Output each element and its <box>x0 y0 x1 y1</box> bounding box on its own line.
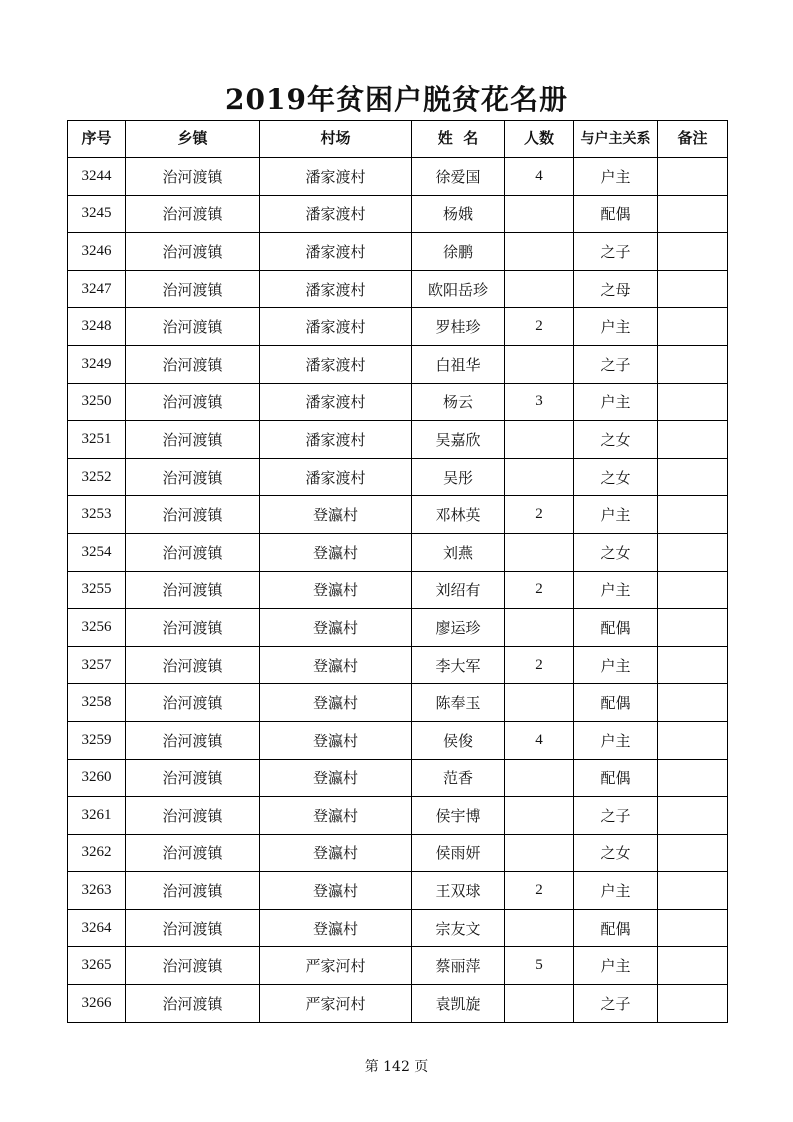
town-cell: 治河渡镇 <box>126 158 260 196</box>
name-cell: 侯俊 <box>412 721 505 759</box>
count-cell <box>505 458 574 496</box>
village-cell: 潘家渡村 <box>260 458 412 496</box>
town-cell: 治河渡镇 <box>126 458 260 496</box>
table-row <box>68 721 728 759</box>
town-cell: 治河渡镇 <box>126 947 260 985</box>
header-name: 姓 名 <box>412 121 505 158</box>
table-row <box>68 609 728 647</box>
table-body <box>68 158 728 1023</box>
remark-cell <box>658 233 728 271</box>
village-cell: 潘家渡村 <box>260 383 412 421</box>
town-cell: 治河渡镇 <box>126 571 260 609</box>
seq-cell: 3257 <box>68 646 126 684</box>
village-cell: 登瀛村 <box>260 533 412 571</box>
remark-cell <box>658 345 728 383</box>
remark-cell <box>658 797 728 835</box>
count-cell: 2 <box>505 308 574 346</box>
relation-cell: 之子 <box>574 345 658 383</box>
table-row <box>68 496 728 534</box>
table-header-row <box>68 121 728 158</box>
count-cell: 3 <box>505 383 574 421</box>
relation-cell: 配偶 <box>574 609 658 647</box>
village-cell: 登瀛村 <box>260 797 412 835</box>
seq-cell: 3249 <box>68 345 126 383</box>
table-row <box>68 421 728 459</box>
town-cell: 治河渡镇 <box>126 233 260 271</box>
town-cell: 治河渡镇 <box>126 383 260 421</box>
roster-table <box>67 120 728 1023</box>
remark-cell <box>658 609 728 647</box>
count-cell <box>505 533 574 571</box>
remark-cell <box>658 985 728 1023</box>
town-cell: 治河渡镇 <box>126 195 260 233</box>
remark-cell <box>658 533 728 571</box>
remark-cell <box>658 308 728 346</box>
village-cell: 潘家渡村 <box>260 233 412 271</box>
seq-cell: 3244 <box>68 158 126 196</box>
name-cell: 刘燕 <box>412 533 505 571</box>
village-cell: 登瀛村 <box>260 909 412 947</box>
count-cell: 2 <box>505 496 574 534</box>
table-row <box>68 872 728 910</box>
count-cell: 2 <box>505 571 574 609</box>
count-cell: 2 <box>505 872 574 910</box>
table-row <box>68 759 728 797</box>
count-cell <box>505 195 574 233</box>
seq-cell: 3262 <box>68 834 126 872</box>
village-cell: 潘家渡村 <box>260 195 412 233</box>
relation-cell: 户主 <box>574 308 658 346</box>
name-cell: 杨云 <box>412 383 505 421</box>
header-village: 村场 <box>260 121 412 158</box>
village-cell: 潘家渡村 <box>260 421 412 459</box>
relation-cell: 配偶 <box>574 195 658 233</box>
town-cell: 治河渡镇 <box>126 797 260 835</box>
remark-cell <box>658 270 728 308</box>
table-row <box>68 158 728 196</box>
count-cell <box>505 985 574 1023</box>
relation-cell: 之子 <box>574 233 658 271</box>
relation-cell: 户主 <box>574 646 658 684</box>
count-cell: 4 <box>505 158 574 196</box>
village-cell: 登瀛村 <box>260 646 412 684</box>
name-cell: 邓林英 <box>412 496 505 534</box>
seq-cell: 3251 <box>68 421 126 459</box>
name-cell: 吴彤 <box>412 458 505 496</box>
header-remark: 备注 <box>658 121 728 158</box>
count-cell: 2 <box>505 646 574 684</box>
relation-cell: 配偶 <box>574 684 658 722</box>
name-cell: 范香 <box>412 759 505 797</box>
relation-cell: 户主 <box>574 496 658 534</box>
remark-cell <box>658 834 728 872</box>
name-cell: 廖运珍 <box>412 609 505 647</box>
town-cell: 治河渡镇 <box>126 609 260 647</box>
name-cell: 王双球 <box>412 872 505 910</box>
town-cell: 治河渡镇 <box>126 721 260 759</box>
name-cell: 吴嘉欣 <box>412 421 505 459</box>
seq-cell: 3253 <box>68 496 126 534</box>
table-row <box>68 345 728 383</box>
village-cell: 登瀛村 <box>260 496 412 534</box>
count-cell <box>505 609 574 647</box>
table-row <box>68 947 728 985</box>
name-cell: 侯雨妍 <box>412 834 505 872</box>
table-row <box>68 195 728 233</box>
page-number: 第 142 页 <box>364 1059 429 1075</box>
seq-cell: 3255 <box>68 571 126 609</box>
village-cell: 严家河村 <box>260 947 412 985</box>
count-cell <box>505 270 574 308</box>
count-cell <box>505 421 574 459</box>
village-cell: 潘家渡村 <box>260 270 412 308</box>
village-cell: 严家河村 <box>260 985 412 1023</box>
count-cell <box>505 233 574 271</box>
town-cell: 治河渡镇 <box>126 985 260 1023</box>
table-row <box>68 985 728 1023</box>
relation-cell: 之母 <box>574 270 658 308</box>
town-cell: 治河渡镇 <box>126 421 260 459</box>
village-cell: 登瀛村 <box>260 872 412 910</box>
town-cell: 治河渡镇 <box>126 834 260 872</box>
village-cell: 登瀛村 <box>260 684 412 722</box>
seq-cell: 3245 <box>68 195 126 233</box>
seq-cell: 3252 <box>68 458 126 496</box>
seq-cell: 3261 <box>68 797 126 835</box>
village-cell: 登瀛村 <box>260 609 412 647</box>
seq-cell: 3246 <box>68 233 126 271</box>
village-cell: 潘家渡村 <box>260 158 412 196</box>
town-cell: 治河渡镇 <box>126 909 260 947</box>
name-cell: 白祖华 <box>412 345 505 383</box>
town-cell: 治河渡镇 <box>126 270 260 308</box>
seq-cell: 3248 <box>68 308 126 346</box>
count-cell: 4 <box>505 721 574 759</box>
count-cell <box>505 909 574 947</box>
relation-cell: 户主 <box>574 571 658 609</box>
remark-cell <box>658 947 728 985</box>
town-cell: 治河渡镇 <box>126 872 260 910</box>
count-cell: 5 <box>505 947 574 985</box>
name-cell: 蔡丽萍 <box>412 947 505 985</box>
header-town: 乡镇 <box>126 121 260 158</box>
seq-cell: 3263 <box>68 872 126 910</box>
name-cell: 罗桂珍 <box>412 308 505 346</box>
relation-cell: 户主 <box>574 158 658 196</box>
remark-cell <box>658 158 728 196</box>
name-cell: 袁凯旋 <box>412 985 505 1023</box>
remark-cell <box>658 383 728 421</box>
relation-cell: 之女 <box>574 458 658 496</box>
relation-cell: 之子 <box>574 985 658 1023</box>
page-title: 2019年贫困户脱贫花名册 <box>225 83 568 116</box>
village-cell: 潘家渡村 <box>260 345 412 383</box>
remark-cell <box>658 684 728 722</box>
remark-cell <box>658 759 728 797</box>
relation-cell: 户主 <box>574 872 658 910</box>
remark-cell <box>658 571 728 609</box>
table-row <box>68 308 728 346</box>
table-row <box>68 909 728 947</box>
seq-cell: 3254 <box>68 533 126 571</box>
relation-cell: 之女 <box>574 421 658 459</box>
remark-cell <box>658 458 728 496</box>
town-cell: 治河渡镇 <box>126 684 260 722</box>
remark-cell <box>658 421 728 459</box>
seq-cell: 3260 <box>68 759 126 797</box>
count-cell <box>505 759 574 797</box>
relation-cell: 之女 <box>574 834 658 872</box>
table-row <box>68 383 728 421</box>
seq-cell: 3264 <box>68 909 126 947</box>
table-row <box>68 270 728 308</box>
table-row <box>68 458 728 496</box>
name-cell: 徐鹏 <box>412 233 505 271</box>
town-cell: 治河渡镇 <box>126 759 260 797</box>
remark-cell <box>658 195 728 233</box>
name-cell: 欧阳岳珍 <box>412 270 505 308</box>
relation-cell: 配偶 <box>574 909 658 947</box>
relation-cell: 之女 <box>574 533 658 571</box>
count-cell <box>505 797 574 835</box>
relation-cell: 户主 <box>574 947 658 985</box>
remark-cell <box>658 872 728 910</box>
table-row <box>68 533 728 571</box>
name-cell: 李大军 <box>412 646 505 684</box>
seq-cell: 3250 <box>68 383 126 421</box>
name-cell: 侯宇博 <box>412 797 505 835</box>
village-cell: 登瀛村 <box>260 571 412 609</box>
seq-cell: 3259 <box>68 721 126 759</box>
town-cell: 治河渡镇 <box>126 345 260 383</box>
relation-cell: 户主 <box>574 383 658 421</box>
name-cell: 杨娥 <box>412 195 505 233</box>
name-cell: 陈奉玉 <box>412 684 505 722</box>
count-cell <box>505 345 574 383</box>
village-cell: 登瀛村 <box>260 834 412 872</box>
village-cell: 登瀛村 <box>260 721 412 759</box>
town-cell: 治河渡镇 <box>126 533 260 571</box>
remark-cell <box>658 721 728 759</box>
count-cell <box>505 684 574 722</box>
village-cell: 登瀛村 <box>260 759 412 797</box>
seq-cell: 3265 <box>68 947 126 985</box>
remark-cell <box>658 496 728 534</box>
table-row <box>68 684 728 722</box>
table-row <box>68 797 728 835</box>
name-cell: 徐爱国 <box>412 158 505 196</box>
table-row <box>68 834 728 872</box>
town-cell: 治河渡镇 <box>126 646 260 684</box>
town-cell: 治河渡镇 <box>126 496 260 534</box>
name-cell: 宗友文 <box>412 909 505 947</box>
header-relation: 与户主关系 <box>574 121 658 158</box>
seq-cell: 3247 <box>68 270 126 308</box>
relation-cell: 配偶 <box>574 759 658 797</box>
town-cell: 治河渡镇 <box>126 308 260 346</box>
header-count: 人数 <box>505 121 574 158</box>
table-row <box>68 646 728 684</box>
relation-cell: 户主 <box>574 721 658 759</box>
seq-cell: 3256 <box>68 609 126 647</box>
remark-cell <box>658 909 728 947</box>
table-row <box>68 571 728 609</box>
relation-cell: 之子 <box>574 797 658 835</box>
seq-cell: 3266 <box>68 985 126 1023</box>
count-cell <box>505 834 574 872</box>
header-seq: 序号 <box>68 121 126 158</box>
village-cell: 潘家渡村 <box>260 308 412 346</box>
remark-cell <box>658 646 728 684</box>
seq-cell: 3258 <box>68 684 126 722</box>
table-row <box>68 233 728 271</box>
name-cell: 刘绍有 <box>412 571 505 609</box>
